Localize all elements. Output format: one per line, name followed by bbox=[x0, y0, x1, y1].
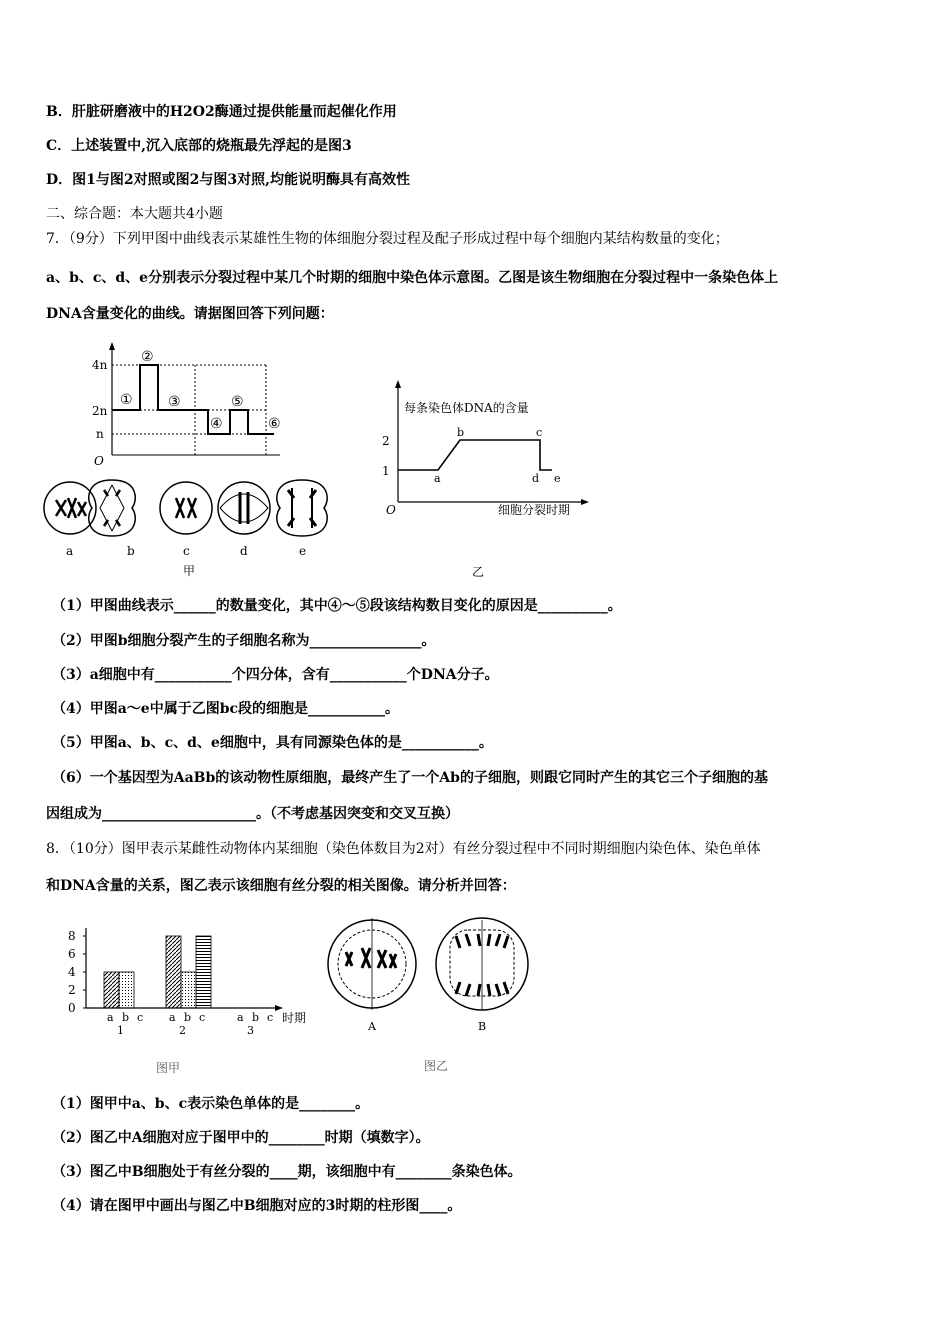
q8-bar-label-1-a: a bbox=[107, 1011, 114, 1024]
q8-bar-label-3-c: c bbox=[267, 1011, 274, 1024]
q7-cell-label-a: a bbox=[66, 544, 74, 558]
q7-stem-line2: a、b、c、d、e分别表示分裂过程中某几个时期的细胞中染色体示意图。乙图是该生物细胞在分裂过程中一条染色体上 bbox=[46, 270, 779, 286]
q8-bar-2-c bbox=[196, 936, 211, 1008]
q8-period-label-3: 3 bbox=[247, 1024, 254, 1037]
q7-jia-ytick-2n: 2n bbox=[92, 404, 108, 418]
q7-stem-line3: DNA含量变化的曲线。请据图回答下列问题： bbox=[46, 306, 334, 322]
q7-cell-e bbox=[277, 480, 327, 536]
q7-sub-1: （1）甲图曲线表示______的数量变化，其中④～⑤段该结构数目变化的原因是__________。 bbox=[52, 598, 622, 614]
option-d: D．图1与图2对照或图2与图3对照,均能说明酶具有高效性 bbox=[46, 172, 410, 188]
q7-jia-seg-4: ④ bbox=[210, 416, 223, 432]
q7-yi-xlabel: 细胞分裂时期 bbox=[498, 503, 571, 517]
q8-yi-caption: 图乙 bbox=[424, 1059, 449, 1072]
q7-cell-label-c: c bbox=[183, 544, 190, 558]
q7-cell-d bbox=[218, 482, 270, 534]
q8-ytick-6: 6 bbox=[68, 947, 76, 961]
q7-cell-c bbox=[160, 482, 212, 534]
q8-sub-2: （2）图乙中A细胞对应于图甲中的________时期（填数字）。 bbox=[52, 1130, 430, 1146]
q8-bar-1-b bbox=[119, 972, 134, 1008]
q7-sub-6a: （6）一个基因型为AaBb的该动物性原细胞，最终产生了一个Ab的子细胞，则跟它同时产生的其它三个子细胞的基 bbox=[52, 770, 768, 786]
q7-yi-point-c: c bbox=[536, 426, 543, 439]
q7-cell-label-b: b bbox=[127, 544, 135, 558]
q7-jia-seg-5: ⑤ bbox=[231, 394, 244, 410]
q8-bar-label-1-c: c bbox=[137, 1011, 144, 1024]
q7-yi-point-d: d bbox=[532, 472, 540, 485]
q7-yi-origin: O bbox=[386, 503, 396, 517]
option-b: B．肝脏研磨液中的H2O2酶通过提供能量而起催化作用 bbox=[46, 104, 397, 120]
q7-sub-5: （5）甲图a、b、c、d、e细胞中，具有同源染色体的是___________。 bbox=[52, 735, 493, 751]
q8-stem-line1: 8．（10分）图甲表示某雌性动物体内某细胞（染色体数目为2对）有丝分裂过程中不同时期细胞内染色体、染色单体 bbox=[46, 841, 761, 857]
q7-stem-line1: 7．（9分）下列甲图中曲线表示某雄性生物的体细胞分裂过程及配子形成过程中每个细胞内某结构数量的变化； bbox=[46, 231, 729, 247]
q7-yi-ytick-1: 1 bbox=[382, 464, 390, 478]
q7-sub-4: （4）甲图a～e中属于乙图bc段的细胞是___________。 bbox=[52, 701, 400, 717]
q7-yi-point-b: b bbox=[457, 426, 465, 439]
q8-stem-line2: 和DNA含量的关系，图乙表示该细胞有丝分裂的相关图像。请分析并回答： bbox=[46, 878, 516, 894]
q7-yi-ylabel: 每条染色体DNA的含量 bbox=[404, 401, 529, 415]
q7-jia-origin: O bbox=[94, 454, 104, 468]
q8-bar-label-1-b: b bbox=[122, 1011, 130, 1024]
q7-yi-point-e: e bbox=[554, 472, 561, 485]
q7-jia-ytick-n: n bbox=[96, 427, 104, 441]
q7-cell-label-d: d bbox=[240, 544, 248, 558]
q7-jia-seg-3: ③ bbox=[168, 394, 181, 410]
q8-jia-caption: 图甲 bbox=[156, 1061, 181, 1075]
q7-cell-label-e: e bbox=[299, 544, 307, 558]
q8-period-label-2: 2 bbox=[179, 1024, 186, 1037]
q8-cell-label-A: A bbox=[368, 1020, 376, 1033]
q7-yi-ytick-2: 2 bbox=[382, 434, 390, 448]
q8-period-label-1: 1 bbox=[117, 1024, 124, 1037]
q8-bar-label-3-a: a bbox=[237, 1011, 244, 1024]
q8-ytick-8: 8 bbox=[68, 929, 76, 943]
q8-sub-4: （4）请在图甲中画出与图乙中B细胞对应的3时期的柱形图____。 bbox=[52, 1198, 462, 1214]
q8-bar-2-b bbox=[181, 972, 196, 1008]
q8-bar-label-2-a: a bbox=[169, 1011, 176, 1024]
q8-sub-1: （1）图甲中a、b、c表示染色单体的是________。 bbox=[52, 1096, 370, 1112]
q8-bar-1-a bbox=[104, 972, 119, 1008]
q8-figure-yi bbox=[326, 912, 546, 1072]
q8-cell-A bbox=[328, 918, 416, 1010]
q7-jia-seg-1: ① bbox=[120, 392, 133, 408]
q8-bar-label-2-c: c bbox=[199, 1011, 206, 1024]
q7-figure-jia bbox=[40, 340, 360, 580]
q8-ytick-4: 4 bbox=[68, 965, 76, 979]
q7-figure-yi bbox=[376, 378, 596, 578]
q7-jia-seg-2: ② bbox=[141, 349, 154, 365]
q8-bar-2-a bbox=[166, 936, 181, 1008]
q7-yi-point-a: a bbox=[434, 472, 441, 485]
q7-cell-a bbox=[44, 482, 96, 534]
q8-cell-label-B: B bbox=[478, 1020, 487, 1033]
q7-jia-ytick-4n: 4n bbox=[92, 358, 108, 372]
q7-yi-caption: 乙 bbox=[472, 565, 485, 578]
q7-jia-caption: 甲 bbox=[183, 564, 196, 578]
q8-figure-jia bbox=[52, 920, 332, 1080]
q7-sub-2: （2）甲图b细胞分裂产生的子细胞名称为________________。 bbox=[52, 633, 436, 649]
q8-bar-label-3-b: b bbox=[252, 1011, 260, 1024]
q8-jia-xlabel: 时期 bbox=[282, 1011, 307, 1025]
q8-bar-label-2-b: b bbox=[184, 1011, 192, 1024]
q8-ytick-2: 2 bbox=[68, 983, 76, 997]
option-c: C．上述装置中,沉入底部的烧瓶最先浮起的是图3 bbox=[46, 138, 352, 154]
q7-sub-6b: 因组成为______________________。（不考虑基因突变和交叉互换） bbox=[46, 806, 459, 822]
q8-cell-B bbox=[436, 918, 528, 1010]
q7-sub-3: （3）a细胞中有___________个四分体，含有___________个DNA分子。 bbox=[52, 667, 499, 683]
section-title: 二、综合题：本大题共4小题 bbox=[46, 206, 223, 222]
q7-jia-seg-6: ⑥ bbox=[268, 416, 281, 432]
q8-ytick-0: 0 bbox=[68, 1001, 76, 1015]
q8-sub-3: （3）图乙中B细胞处于有丝分裂的____期，该细胞中有________条染色体。 bbox=[52, 1164, 522, 1180]
